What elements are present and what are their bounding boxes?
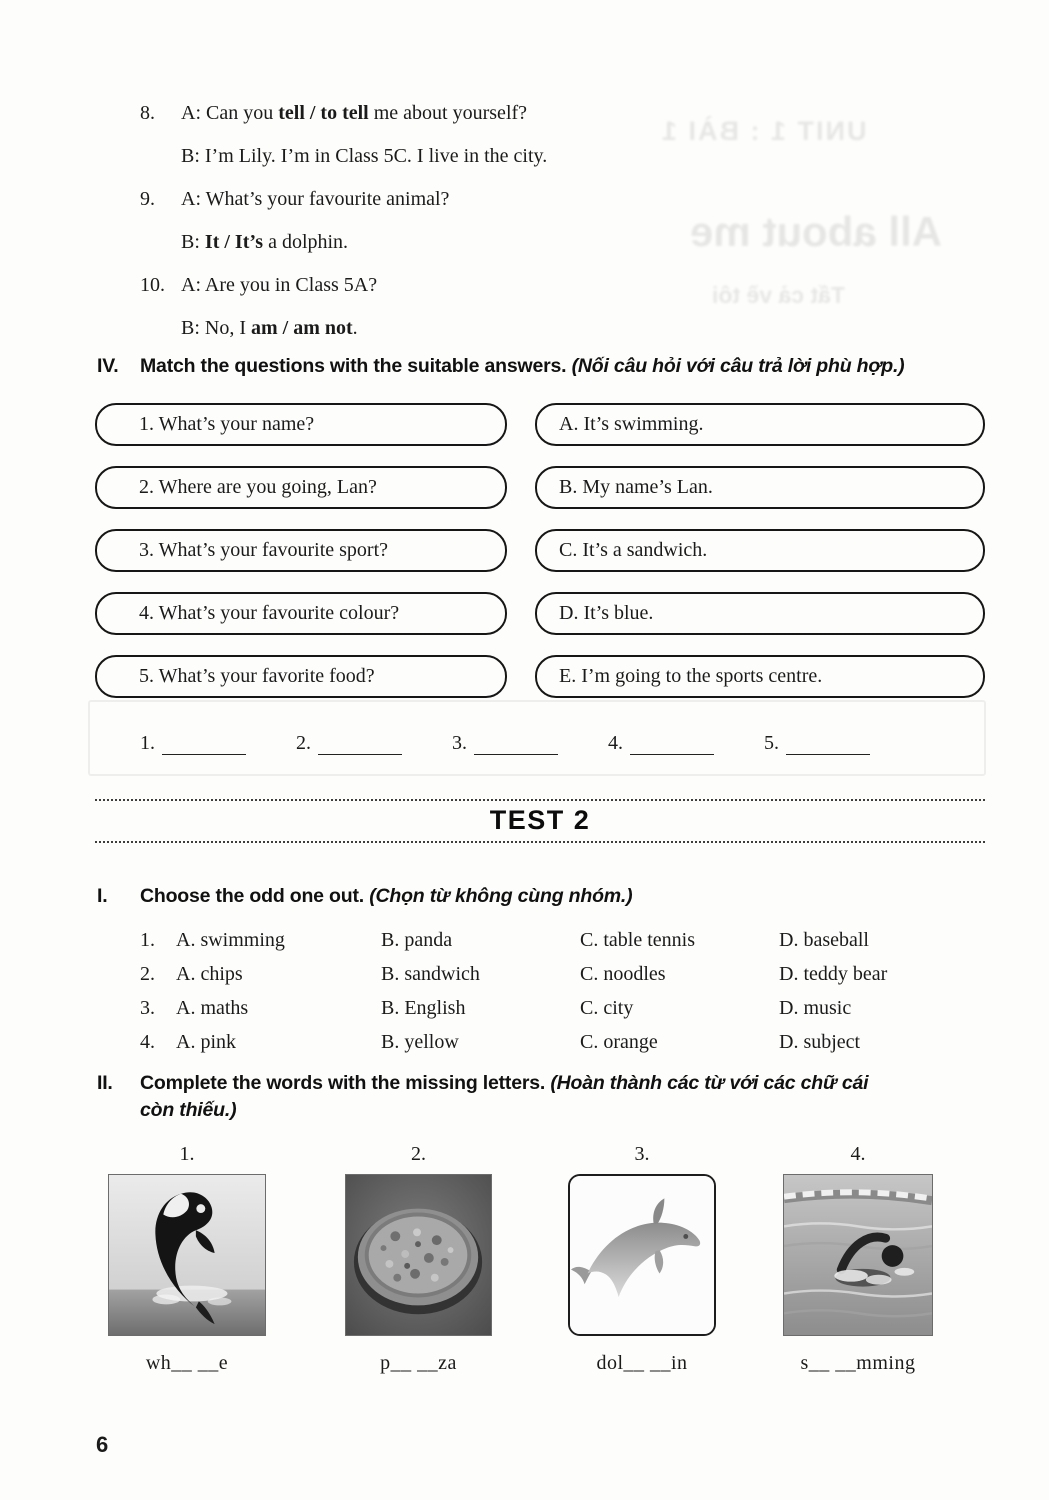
section-iv-title-vietnamese: (Nối câu hỏi với câu trả lời phù hợp.) (571, 355, 905, 377)
option-d: D. subject (779, 1031, 861, 1053)
match-row (95, 655, 990, 698)
odd-row-2 (140, 957, 887, 991)
answer-blank-1 (162, 732, 246, 755)
option-c: C. noodles (580, 963, 666, 985)
answer-pill-a: A. It’s swimming. (535, 403, 985, 446)
dialogue-line-a: A: What’s your favourite animal? (181, 188, 450, 210)
picture-item-1 (108, 1143, 266, 1375)
question-pill-3: 3. What’s your favourite sport? (95, 529, 507, 572)
answer-pill-d: D. It’s blue. (535, 592, 985, 635)
option-a: A. chips (176, 963, 243, 985)
section-ii-title-vietnamese-2: còn thiếu.) (140, 1099, 237, 1121)
option-d: D. teddy bear (779, 963, 888, 985)
section-ii-heading-line1 (97, 1070, 868, 1097)
option-b: B. yellow (381, 1031, 459, 1053)
section-ii-label: II. (97, 1072, 113, 1094)
option-a: A. pink (176, 1031, 236, 1053)
answer-label: 2. (296, 732, 311, 754)
section-ii-title-vietnamese-1: (Hoàn thành các từ với các chữ cái (550, 1072, 869, 1094)
page-number: 6 (96, 1432, 109, 1457)
section-ii-heading (97, 1070, 868, 1124)
option-a: A. swimming (176, 929, 285, 951)
answer-pill-b: B. My name’s Lan. (535, 466, 985, 509)
item-number: 8. (140, 102, 155, 124)
row-number: 4. (140, 1031, 155, 1053)
test2-title: TEST 2 (489, 805, 591, 835)
section-i-title-vietnamese: (Chọn từ không cùng nhóm.) (369, 885, 633, 907)
swimmer-photo (783, 1174, 933, 1336)
matching-exercise (95, 403, 990, 718)
picture-number: 1. (179, 1143, 195, 1165)
section-ii-title: Complete the words with the missing letters. (140, 1072, 546, 1094)
section-iv-label: IV. (97, 355, 119, 377)
question-pill-5: 5. What’s your favorite food? (95, 655, 507, 698)
match-row (95, 529, 990, 572)
match-row (95, 403, 990, 446)
test2-divider (95, 799, 985, 843)
answer-unit-3 (452, 731, 558, 755)
option-b: B. English (381, 997, 466, 1019)
whale-photo (108, 1174, 266, 1336)
section-i-heading (97, 883, 632, 910)
picture-number: 4. (850, 1143, 866, 1165)
item-number: 9. (140, 188, 155, 210)
dialogue-line-a: A: Can you tell / to tell me about yourself? (181, 102, 528, 124)
option-c: C. city (580, 997, 634, 1019)
answer-unit-2 (296, 731, 402, 755)
option-d: D. music (779, 997, 852, 1019)
dialogue-item-8 (140, 92, 547, 178)
dialogue-item-9 (140, 178, 547, 264)
match-row (95, 592, 990, 635)
question-pill-2: 2. Where are you going, Lan? (95, 466, 507, 509)
bleedthrough-title-text: All about me (690, 208, 943, 255)
answer-unit-4 (608, 731, 714, 755)
missing-letter-word-2: p__ __za (380, 1352, 457, 1374)
answer-unit-1 (140, 731, 246, 755)
match-row (95, 466, 990, 509)
picture-item-4 (783, 1143, 933, 1375)
row-number: 2. (140, 963, 155, 985)
option-a: A. maths (176, 997, 249, 1019)
odd-row-3 (140, 991, 887, 1025)
bleedthrough-subtitle-text: Tất cả về tôi (712, 282, 845, 308)
picture-exercise (0, 1143, 1049, 1423)
missing-letter-word-3: dol__ __in (596, 1352, 688, 1374)
answer-label: 5. (764, 732, 779, 754)
item-number: 10. (140, 274, 165, 296)
section-iv-title: Match the questions with the suitable answers. (140, 355, 567, 377)
question-pill-4: 4. What’s your favourite colour? (95, 592, 507, 635)
dialogue-line-a: A: Are you in Class 5A? (181, 274, 378, 296)
picture-number: 3. (634, 1143, 650, 1165)
picture-item-3 (568, 1143, 716, 1375)
picture-item-2 (345, 1143, 492, 1375)
dialogue-line-b: B: No, I am / am not. (181, 317, 358, 339)
odd-one-out-table (140, 923, 887, 1059)
answer-blanks-row (140, 731, 920, 755)
answer-blank-5 (786, 732, 870, 755)
answer-label: 4. (608, 732, 623, 754)
option-c: C. orange (580, 1031, 658, 1053)
dolphin-photo (568, 1174, 716, 1336)
row-number: 3. (140, 997, 155, 1019)
answer-blank-4 (630, 732, 714, 755)
answer-unit-5 (764, 731, 870, 755)
pizza-photo (345, 1174, 492, 1336)
row-number: 1. (140, 929, 155, 951)
section-i-label: I. (97, 885, 108, 907)
dialogue-line-b: B: I’m Lily. I’m in Class 5C. I live in the city. (181, 145, 548, 167)
option-d: D. baseball (779, 929, 869, 951)
odd-row-1 (140, 923, 887, 957)
dialogue-line-b: B: It / It’s a dolphin. (181, 231, 349, 253)
option-b: B. sandwich (381, 963, 480, 985)
answer-label: 1. (140, 732, 155, 754)
question-pill-1: 1. What’s your name? (95, 403, 507, 446)
dialogue-exercise (140, 92, 547, 350)
missing-letter-word-4: s__ __mming (800, 1352, 916, 1374)
section-iv-heading (97, 353, 904, 380)
answer-pill-e: E. I’m going to the sports centre. (535, 655, 985, 698)
dotted-rule-bottom (95, 841, 985, 843)
answer-blank-2 (318, 732, 402, 755)
bleedthrough-unit-text: UNIT 1 : BÀI 1 (660, 116, 867, 146)
answer-label: 3. (452, 732, 467, 754)
missing-letter-word-1: wh__ __e (145, 1352, 229, 1374)
picture-number: 2. (411, 1143, 426, 1165)
section-i-title: Choose the odd one out. (140, 885, 364, 907)
odd-row-4 (140, 1025, 887, 1059)
option-b: B. panda (381, 929, 453, 951)
option-c: C. table tennis (580, 929, 695, 951)
answer-blank-3 (474, 732, 558, 755)
answer-pill-c: C. It’s a sandwich. (535, 529, 985, 572)
dialogue-item-10 (140, 264, 547, 350)
